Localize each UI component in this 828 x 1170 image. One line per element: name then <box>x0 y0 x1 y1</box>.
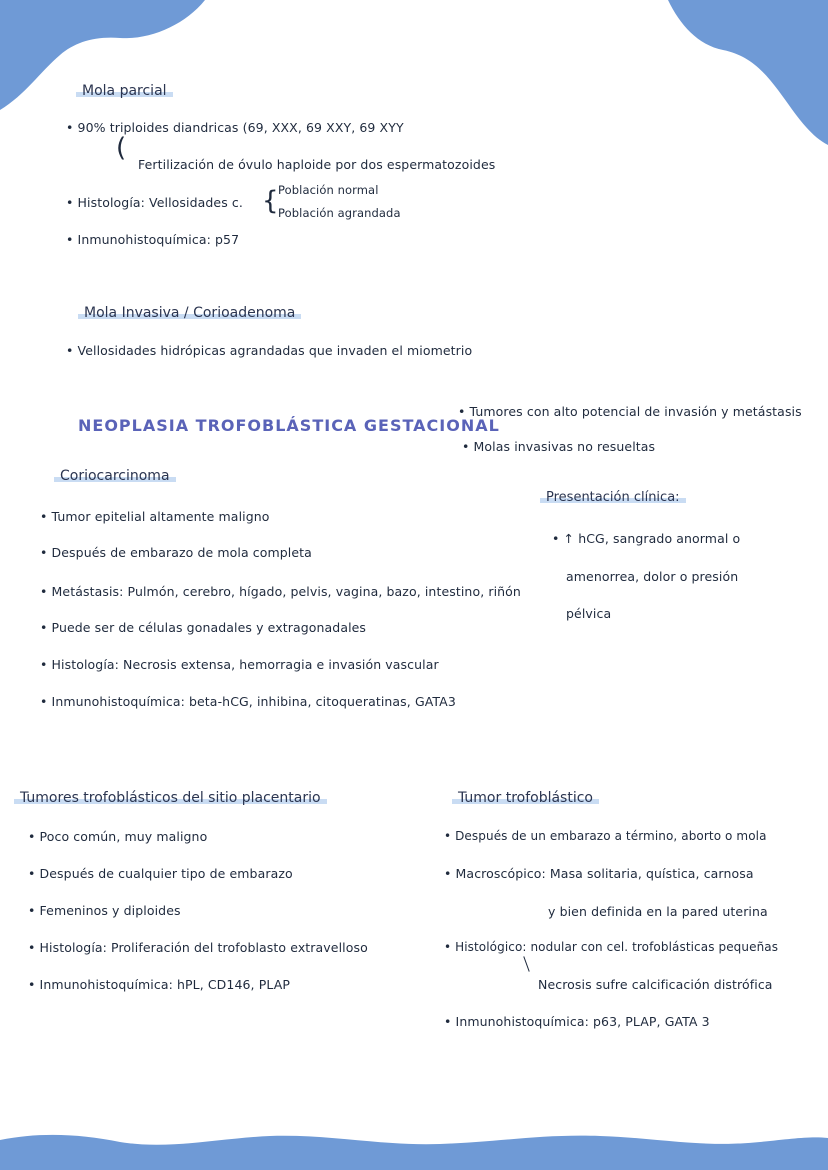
sitio-placentario-bullet-3: • Femeninos y diploides <box>28 903 181 918</box>
bottom-wave <box>0 1130 828 1170</box>
sitio-placentario-bullet-1: • Poco común, muy maligno <box>28 829 208 844</box>
tumor-trofoblastico-bullet-4: • Inmunohistoquímica: p63, PLAP, GATA 3 <box>444 1014 710 1029</box>
mola-parcial-bullet-2-a: Población normal <box>278 183 379 197</box>
presentacion-line-3: pélvica <box>566 606 612 621</box>
page-title: NEOPLASIA TROFOBLÁSTICA GESTACIONAL <box>78 416 500 435</box>
ntg-note-2: • Molas invasivas no resueltas <box>462 439 656 454</box>
mola-parcial-bullet-3: • Inmunohistoquímica: p57 <box>66 232 240 247</box>
top-right-blob <box>668 0 828 150</box>
mola-parcial-bullet-1: • 90% triploides diandricas (69, XXX, 69 XXY, 69 XYY <box>66 120 404 135</box>
brace-icon: ( <box>116 133 127 163</box>
coriocarcinoma-bullet-1: • Tumor epitelial altamente maligno <box>40 509 270 524</box>
tumor-trofoblastico-bullet-3-sub: Necrosis sufre calcificación distrófica <box>538 977 773 992</box>
coriocarcinoma-bullet-4: • Puede ser de células gonadales y extragonadales <box>40 620 367 635</box>
coriocarcinoma-bullet-3: • Metástasis: Pulmón, cerebro, hígado, pelvis, vagina, bazo, intestino, riñón <box>40 584 521 599</box>
mola-invasiva-bullet-1: • Vellosidades hidrópicas agrandadas que invaden el miometrio <box>66 343 473 358</box>
mola-parcial-bullet-2-b: Población agrandada <box>278 206 401 220</box>
section-title-coriocarcinoma: Coriocarcinoma <box>54 468 176 484</box>
sitio-placentario-bullet-4: • Histología: Proliferación del trofoblasto extravelloso <box>28 940 368 955</box>
sitio-placentario-bullet-2: • Después de cualquier tipo de embarazo <box>28 866 293 881</box>
sitio-placentario-bullet-5: • Inmunohistoquímica: hPL, CD146, PLAP <box>28 977 290 992</box>
tumor-trofoblastico-bullet-1: • Después de un embarazo a término, aborto o mola <box>444 829 767 843</box>
section-title-sitio-placentario: Tumores trofoblásticos del sitio placentario <box>14 790 327 806</box>
tumor-trofoblastico-bullet-3: • Histológico: nodular con cel. trofoblásticas pequeñas <box>444 940 779 954</box>
presentacion-line-2: amenorrea, dolor o presión <box>566 569 739 584</box>
connector-line <box>523 956 529 971</box>
section-title-presentacion: Presentación clínica: <box>540 490 686 505</box>
coriocarcinoma-bullet-2: • Después de embarazo de mola completa <box>40 545 312 560</box>
presentacion-line-1: • ↑ hCG, sangrado anormal o <box>552 531 741 546</box>
coriocarcinoma-bullet-5: • Histología: Necrosis extensa, hemorragia e invasión vascular <box>40 657 439 672</box>
tumor-trofoblastico-bullet-2-cont: y bien definida en la pared uterina <box>548 904 768 919</box>
section-title-mola-parcial: Mola parcial <box>76 83 173 99</box>
tumor-trofoblastico-bullet-2: • Macroscópico: Masa solitaria, quística, carnosa <box>444 866 754 881</box>
coriocarcinoma-bullet-6: • Inmunohistoquímica: beta-hCG, inhibina, citoqueratinas, GATA3 <box>40 694 456 709</box>
brace-icon: { <box>262 186 279 216</box>
section-title-mola-invasiva: Mola Invasiva / Corioadenoma <box>78 305 301 321</box>
mola-parcial-bullet-2: • Histología: Vellosidades c. <box>66 195 243 210</box>
top-left-blob <box>0 0 220 120</box>
section-title-tumor-trofoblastico: Tumor trofoblástico <box>452 790 599 806</box>
ntg-note-1: • Tumores con alto potencial de invasión y metástasis <box>458 404 802 419</box>
mola-parcial-bullet-1-sub: Fertilización de óvulo haploide por dos espermatozoides <box>138 157 496 172</box>
